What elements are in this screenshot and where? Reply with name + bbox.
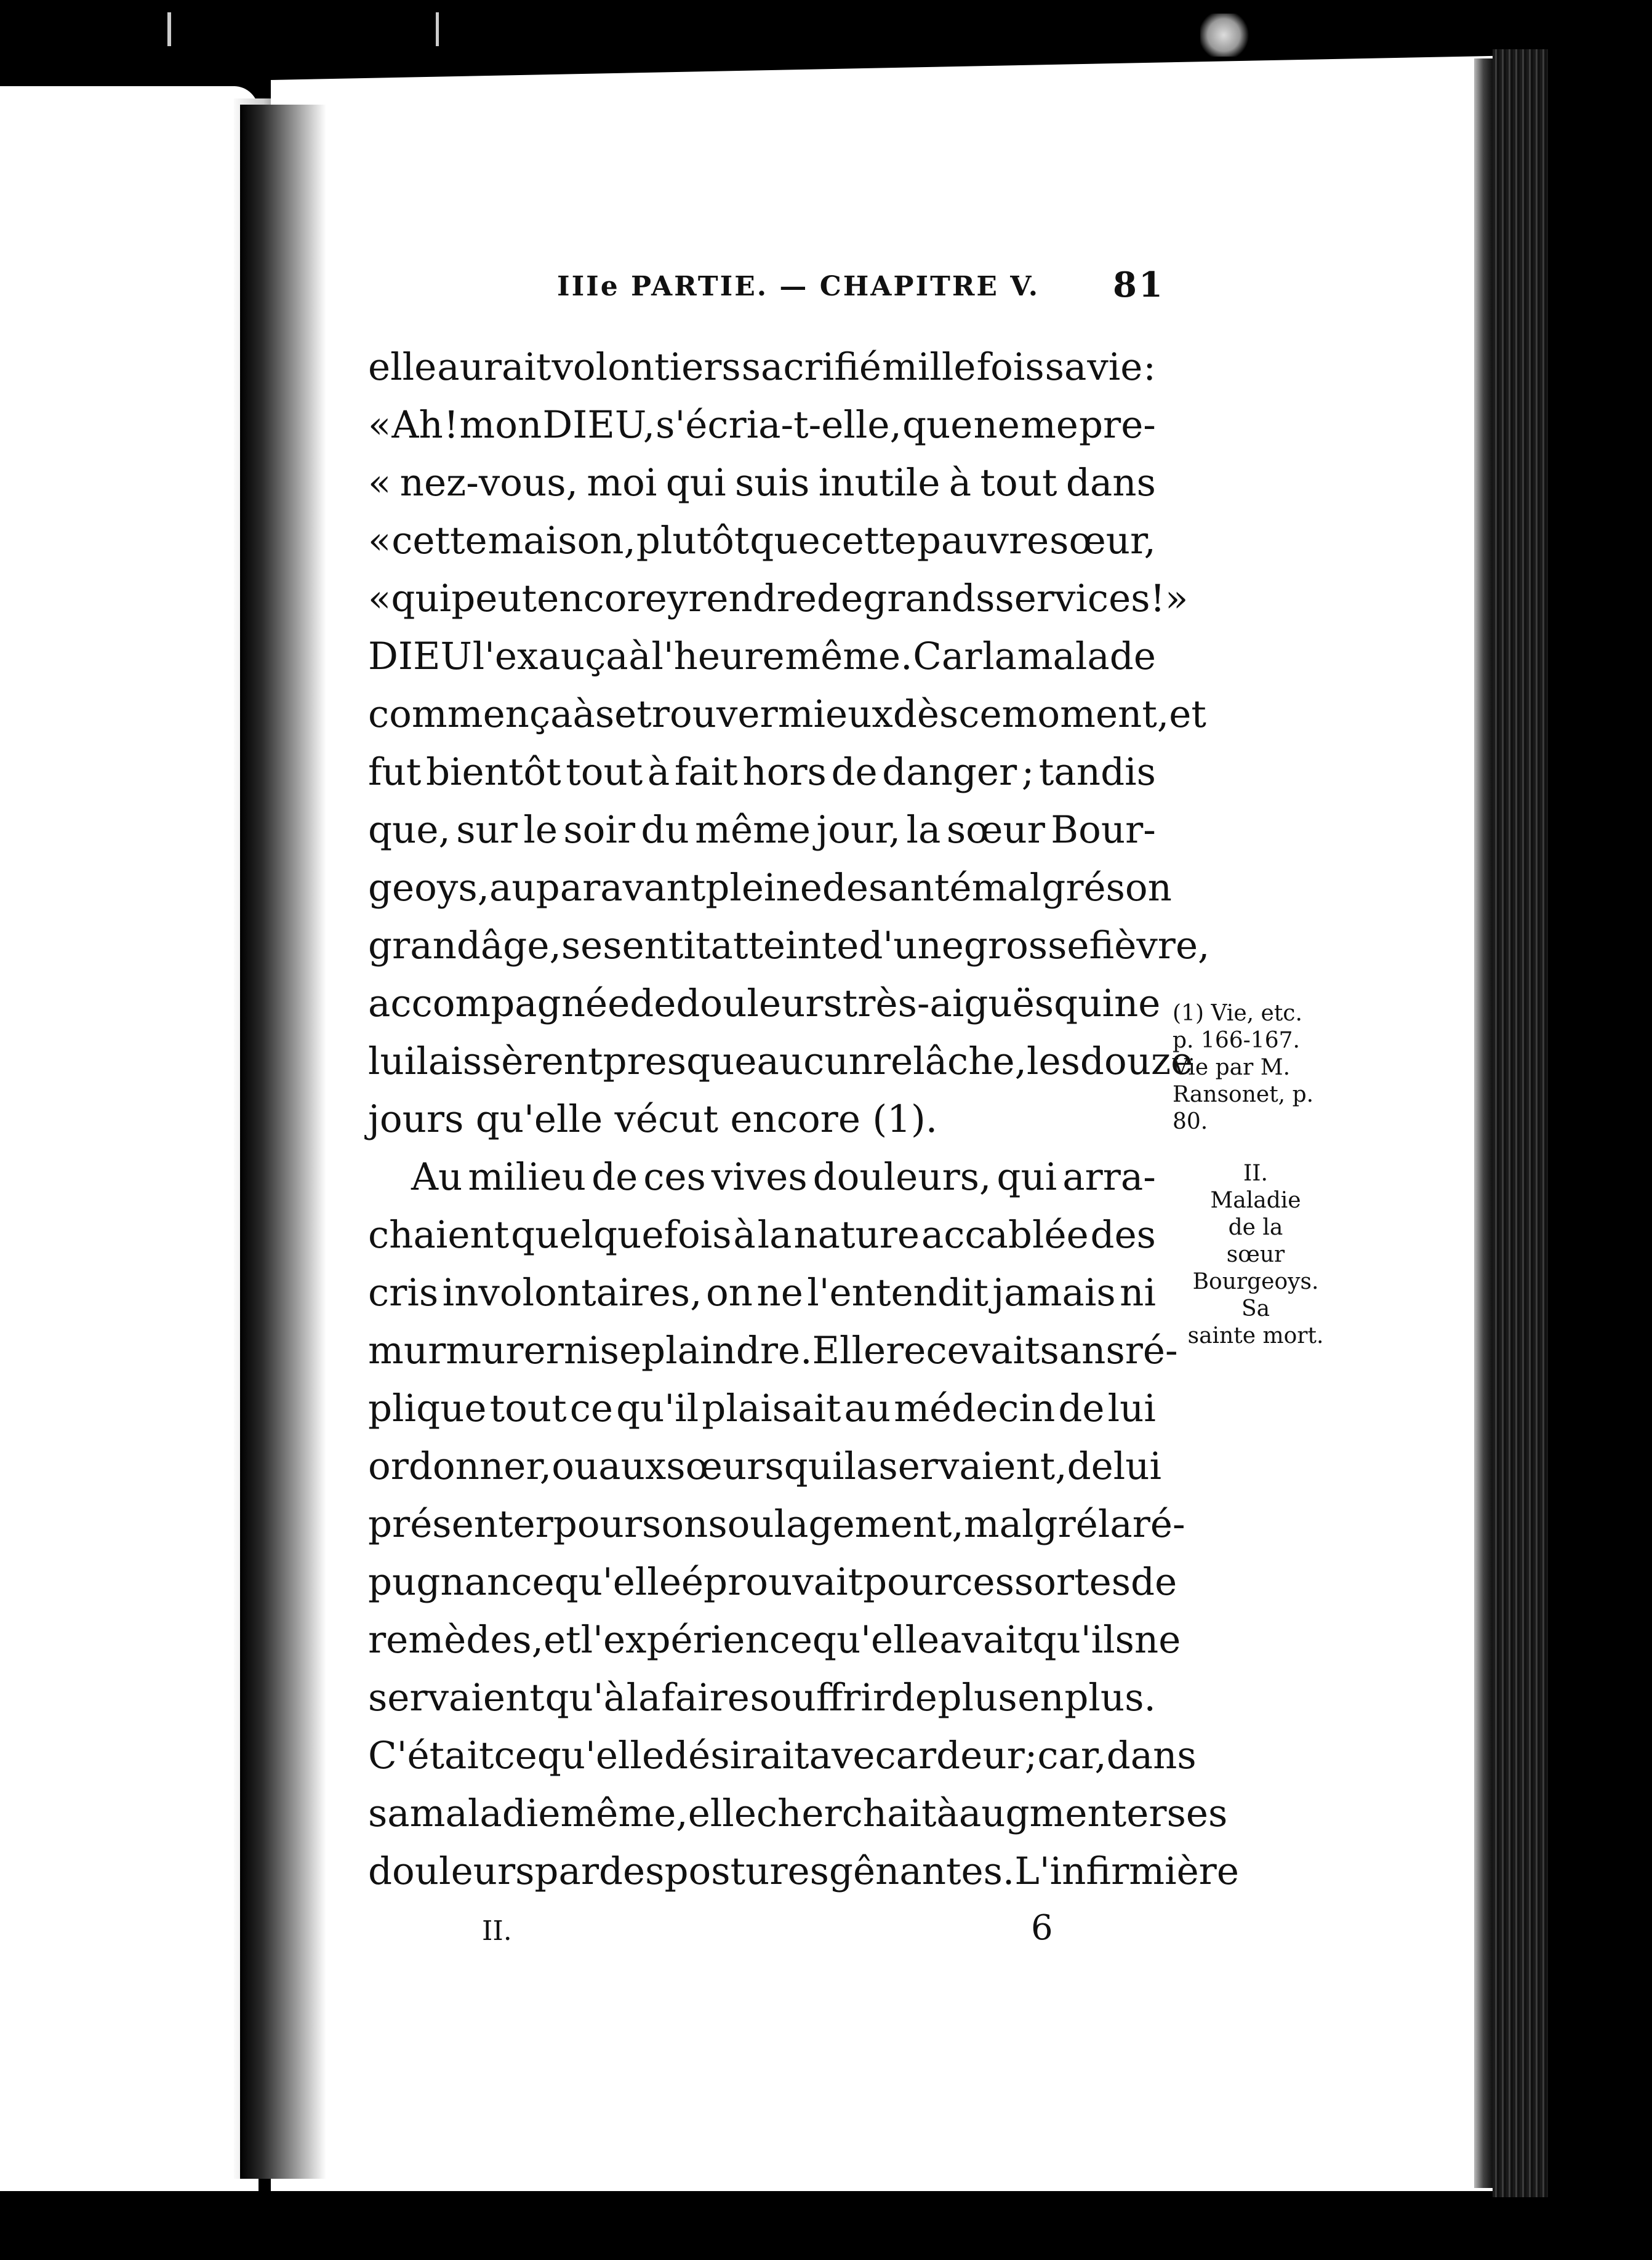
word: on [705, 1271, 753, 1315]
word: cherchait [756, 1792, 937, 1835]
word: presque [603, 1040, 757, 1083]
word: aucun [756, 1040, 873, 1083]
marginal-line: II. [1243, 1161, 1268, 1186]
word: de [591, 1155, 638, 1199]
word: plique [368, 1387, 487, 1430]
scan-mark [436, 12, 439, 46]
facing-page [0, 86, 259, 2191]
word: que [750, 519, 820, 563]
word: d'une [859, 924, 964, 968]
word: postures [664, 1849, 829, 1893]
word: ne [756, 1271, 803, 1315]
text-line [368, 1380, 1156, 1438]
word: fièvre, [1089, 924, 1210, 968]
footnote-line: Vie par M. [1173, 1055, 1291, 1080]
word: aux [598, 1445, 667, 1488]
word: mille [882, 345, 976, 389]
word: que [902, 403, 973, 447]
word: que, [368, 808, 451, 852]
word: cris [368, 1271, 439, 1315]
word: et [543, 1618, 581, 1662]
word: servaient, [878, 1445, 1067, 1488]
word: Ah [391, 403, 443, 447]
word: désirait [664, 1734, 809, 1777]
marginal-heading [1173, 1160, 1339, 1350]
word: DIEU, [542, 403, 656, 447]
word: ou [551, 1445, 599, 1488]
word: de [822, 866, 868, 910]
word: qu'il [616, 1387, 699, 1430]
word: ne [1113, 982, 1161, 1025]
word: de [891, 1676, 937, 1720]
word: recevait [886, 1329, 1040, 1372]
word: même, [560, 1792, 688, 1835]
signature-mark: II. [482, 1915, 512, 1947]
folio-number: 6 [1031, 1908, 1053, 1948]
page-number: 81 [1113, 265, 1165, 305]
word: de [1131, 1560, 1177, 1604]
word: rendre [688, 577, 817, 620]
word: sœur, [1049, 519, 1156, 563]
word: qu'elle [554, 1560, 681, 1604]
word: se [561, 924, 603, 968]
word: augmenter [958, 1792, 1167, 1835]
word: médecin [894, 1387, 1056, 1430]
word: qui [391, 577, 452, 620]
word: auparavant [489, 866, 706, 910]
word: sœur [946, 808, 1045, 852]
word: ces [952, 1560, 1014, 1604]
word: faire [661, 1676, 750, 1720]
word: gênantes. [828, 1849, 1015, 1893]
word: laissèrent [416, 1040, 603, 1083]
word: DIEU [368, 635, 472, 678]
marginal-line: Bourgeoys. [1192, 1269, 1319, 1294]
word: même. [785, 635, 913, 678]
word: relâche, [872, 1040, 1027, 1083]
text-line [368, 570, 1189, 628]
word: pauvre [916, 519, 1049, 563]
word: ; [1024, 1734, 1038, 1777]
word: à [647, 750, 670, 794]
marginal-line: sainte mort. [1187, 1323, 1324, 1348]
word: hors [742, 750, 827, 794]
word: santé [868, 866, 972, 910]
word: au [844, 1387, 891, 1430]
word: malade [1017, 635, 1156, 678]
text-line [368, 396, 1156, 454]
word: moment, [1001, 692, 1169, 736]
text-line [368, 454, 1156, 512]
word: la [982, 635, 1017, 678]
word: tandis [1038, 750, 1156, 794]
word: aurait [437, 345, 551, 389]
word: se [595, 692, 637, 736]
word: très-aiguës [842, 982, 1054, 1025]
word: C'était [368, 1734, 494, 1777]
word: Elle [812, 1329, 886, 1372]
word: l'expérience [580, 1618, 812, 1662]
word: « [368, 461, 391, 505]
word: cette [820, 519, 916, 563]
word: son [1105, 866, 1172, 910]
word: pour [863, 1560, 952, 1604]
word: sans [1040, 1329, 1125, 1372]
word: sentit [603, 924, 711, 968]
word: trouver [636, 692, 778, 736]
word: malgré [971, 866, 1106, 910]
text-line [368, 686, 1206, 743]
gutter-shadow [240, 105, 326, 2179]
word: qu'elle [537, 1734, 665, 1777]
word: ré- [1132, 1502, 1185, 1546]
word: qui [1054, 982, 1114, 1025]
word: ce [569, 1387, 613, 1430]
word: commença [368, 692, 573, 736]
word: soir [563, 808, 636, 852]
word: car, [1037, 1734, 1107, 1777]
word: plutôt [636, 519, 750, 563]
word: ! [443, 403, 459, 447]
word: présenter [368, 1502, 553, 1546]
word: ne [973, 403, 1020, 447]
word: arra- [1062, 1155, 1156, 1199]
text-line [368, 1553, 1177, 1611]
marginal-line: sœur [1226, 1242, 1285, 1267]
word: murmurer [368, 1329, 564, 1372]
word: L'infirmière [1014, 1849, 1239, 1893]
word: son [642, 1502, 708, 1546]
word: dans [1106, 1734, 1197, 1777]
word: ardeur [896, 1734, 1025, 1777]
word: à [936, 1792, 959, 1835]
word: qui [784, 1445, 844, 1488]
word: jour, [816, 808, 901, 852]
word: Au [411, 1155, 463, 1199]
word: « [368, 577, 391, 620]
word: plus. [1064, 1676, 1156, 1720]
word: moi [587, 461, 657, 505]
word: accompagnée [368, 982, 630, 1025]
word: peut [451, 577, 537, 620]
word: ! [1150, 577, 1166, 620]
word: dès [892, 692, 959, 736]
word: ni [1120, 1271, 1156, 1315]
word: ses [1166, 1792, 1228, 1835]
word: qui [996, 1155, 1057, 1199]
word: maladie [409, 1792, 561, 1835]
word: douleurs [676, 982, 843, 1025]
word: pour [553, 1502, 643, 1546]
word: la [1097, 1502, 1133, 1546]
word: la [906, 808, 941, 852]
word: soulagement, [708, 1502, 964, 1546]
text-line [368, 1148, 1156, 1206]
word: éprouvait [681, 1560, 864, 1604]
word: souffrir [750, 1676, 891, 1720]
word: ce [494, 1734, 537, 1777]
text-line [368, 1843, 1239, 1901]
word: inutile [818, 461, 940, 505]
text-line [368, 1611, 1181, 1669]
text-line [368, 743, 1156, 801]
word: de [831, 750, 878, 794]
margin-notes [1173, 1000, 1339, 1350]
word: sœurs [666, 1445, 784, 1488]
word: nature [793, 1213, 920, 1257]
word: : [1143, 345, 1156, 389]
word: de [1058, 1387, 1105, 1430]
running-head: IIIe PARTIE. — CHAPITRE V. [557, 271, 1040, 302]
word: même [695, 808, 811, 852]
text-line [368, 628, 1156, 686]
text-line [368, 1496, 1185, 1553]
footnote-line: 80. [1173, 1109, 1208, 1134]
word: involontaires, [442, 1271, 702, 1315]
word: qui [665, 461, 726, 505]
word: geoys, [368, 866, 490, 910]
word: cette [391, 519, 487, 563]
word: fois [976, 345, 1045, 389]
word: à [733, 1213, 756, 1257]
word: bientôt [425, 750, 561, 794]
text-line [368, 1438, 1162, 1496]
text-line [368, 1033, 1193, 1091]
text-line [368, 1669, 1156, 1727]
word: à [948, 461, 972, 505]
word: plaisait [702, 1387, 841, 1430]
word: lui [1113, 1445, 1162, 1488]
word: pre- [1078, 403, 1156, 447]
word: maison, [487, 519, 636, 563]
word: sa [368, 1792, 410, 1835]
paper-blemish [1200, 14, 1253, 57]
word: Car [913, 635, 982, 678]
word: lui [368, 1040, 417, 1083]
text-line [368, 975, 1161, 1033]
word: qu'elle [812, 1618, 940, 1662]
footnote-line: Ransonet, p. [1173, 1082, 1314, 1107]
word: dans [1065, 461, 1156, 505]
word: sur [456, 808, 518, 852]
word: douleurs [368, 1849, 535, 1893]
word: tout [980, 461, 1057, 505]
word: servaient [368, 1676, 545, 1720]
word: l'exauça [472, 635, 628, 678]
text-line: jours qu'elle vécut encore (1). [368, 1097, 938, 1141]
page-edge [1474, 58, 1493, 2188]
word: en [1017, 1676, 1064, 1720]
word: les [1027, 1040, 1080, 1083]
word: sa [1045, 345, 1087, 389]
word: encore [537, 577, 667, 620]
word: et [1169, 692, 1206, 736]
word: ce [958, 692, 1002, 736]
word: pleine [705, 866, 822, 910]
word: sacrifié [741, 345, 882, 389]
word: elle [688, 1792, 756, 1835]
word: « [368, 519, 391, 563]
text-line [368, 917, 1210, 975]
book-edge [1493, 49, 1548, 2197]
word: des [1090, 1213, 1156, 1257]
word: y [667, 577, 689, 620]
word: avait [939, 1618, 1033, 1662]
word: danger [882, 750, 1017, 794]
word: grands [863, 577, 995, 620]
word: à [628, 635, 651, 678]
word: plus [937, 1676, 1017, 1720]
word: l'entendit [807, 1271, 988, 1315]
text-line [368, 512, 1156, 570]
word: malgré [963, 1502, 1098, 1546]
word: l'heure [651, 635, 785, 678]
text-line [368, 1785, 1228, 1843]
word: le [523, 808, 558, 852]
word: par [534, 1849, 599, 1893]
word: des [599, 1849, 665, 1893]
word: « [368, 403, 391, 447]
footnote-line: (1) Vie, etc. [1173, 1001, 1302, 1026]
word: fut [368, 750, 422, 794]
word: mieux [777, 692, 893, 736]
marginal-line: Sa [1241, 1296, 1270, 1321]
word: à [572, 692, 595, 736]
word: de [817, 577, 864, 620]
word: volontiers [551, 345, 741, 389]
footnote-line: p. 166-167. [1173, 1028, 1300, 1053]
word: mon [459, 403, 542, 447]
word: se [599, 1329, 642, 1372]
text-line [368, 801, 1156, 859]
scan-mark [167, 12, 171, 46]
word: remèdes, [368, 1618, 544, 1662]
word: ces [643, 1155, 706, 1199]
text-line [368, 1206, 1156, 1264]
word: milieu [468, 1155, 587, 1199]
word: accablée [921, 1213, 1089, 1257]
word: de [1067, 1445, 1113, 1488]
word: tout [566, 750, 643, 794]
text-line [368, 1264, 1156, 1322]
word: chaient [368, 1213, 510, 1257]
word: avec [809, 1734, 896, 1777]
word: la [844, 1445, 879, 1488]
word: pugnance [368, 1560, 555, 1604]
word: vives [711, 1155, 808, 1199]
text-line [368, 1322, 1178, 1380]
word: sortes [1014, 1560, 1131, 1604]
word: jamais [992, 1271, 1116, 1315]
word: me [1020, 403, 1078, 447]
word: douleurs, [812, 1155, 992, 1199]
text-line [368, 339, 1156, 396]
text-line [368, 1727, 1197, 1785]
word: ; [1021, 750, 1035, 794]
word: atteinte [710, 924, 859, 968]
word: douze [1080, 1040, 1193, 1083]
footnote [1173, 1000, 1339, 1136]
word: lui [1107, 1387, 1156, 1430]
word: tout [489, 1387, 567, 1430]
word: ni [563, 1329, 600, 1372]
marginal-line: Maladie [1210, 1188, 1301, 1213]
word: ne [1134, 1618, 1181, 1662]
word: s'écria-t-elle, [656, 403, 902, 447]
word: elle [368, 345, 437, 389]
word: fait [674, 750, 738, 794]
word: grosse [963, 924, 1089, 968]
word: nez-vous, [399, 461, 578, 505]
word: du [641, 808, 689, 852]
word: Bour- [1051, 808, 1156, 852]
word: qu'ils [1032, 1618, 1134, 1662]
marginal-line: de la [1228, 1215, 1283, 1240]
word: vie [1087, 345, 1143, 389]
word: âge, [480, 924, 561, 968]
word: qu'à [545, 1676, 626, 1720]
word: la [757, 1213, 792, 1257]
word: ré- [1125, 1329, 1178, 1372]
text-line [368, 859, 1172, 917]
word: » [1165, 577, 1189, 620]
word: grand [368, 924, 481, 968]
word: la [626, 1676, 661, 1720]
word: de [630, 982, 676, 1025]
word: quelquefois [511, 1213, 732, 1257]
word: plaindre. [641, 1329, 812, 1372]
word: ordonner, [368, 1445, 552, 1488]
word: services [995, 577, 1150, 620]
word: suis [734, 461, 810, 505]
